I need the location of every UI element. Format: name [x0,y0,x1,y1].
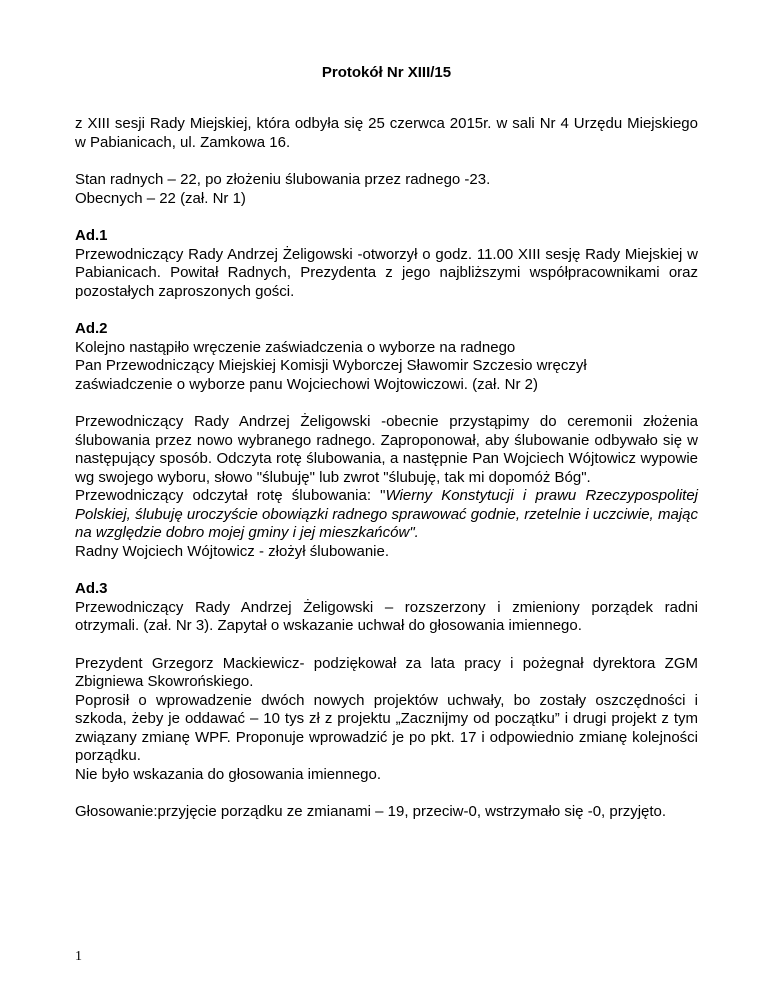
oath-procedure-text: Przewodniczący Rady Andrzej Żeligowski -obecnie przystąpimy do ceremonii złożenia ślubowania przez nowo wybranego radnego. Zaproponował, aby ślubowanie odbywało się w następujący sposób. Odczyta rotę ślubowania, a następnie Pan Wojciech Wójtowicz wypowie wg swojego wyboru, słowo "ślubuję" lub zwrot "ślubuję, tak mi dopomóż Bóg". [75,413,698,486]
ad2-line-2: Pan Przewodniczący Miejskiej Komisji Wyborczej Sławomir Szczesio wręczył [75,357,587,374]
stan-radnych-line: Stan radnych – 22, po złożeniu ślubowania przez radnego -23. [75,171,491,188]
obecnych-line: Obecnych – 22 (zał. Nr 1) [75,189,246,207]
oath-closing: Radny Wojciech Wójtowicz - złożył ślubowanie. [75,542,390,560]
intro-paragraph: z XIII sesji Rady Miejskiej, która odbyła się 25 czerwca 2015r. w sali Nr 4 Urzędu Miejskiego w Pabianicach, ul. Zamkowa 16. [75,115,698,151]
oath-paragraph [75,413,698,561]
document-title: Protokół Nr XIII/15 [321,64,452,81]
ad1-text: Przewodniczący Rady Andrzej Żeligowski -otworzył o godz. 11.00 XIII sesję Rady Miejskiej w Pabianicach. Powitał Radnych, Prezydenta z jego najbliższymi współpracownikami oraz pozostałych zaproszonych gości. [75,245,698,300]
ad3-section [75,580,698,636]
oath-text: Wierny Konstytucji i prawu Rzeczypospolitej Polskiej, ślubuję uroczyście obowiązki radnego sprawować godnie, rzetelnie i uczciwie, mając na względzie dobro mojej gminy i jej mieszkańców". [75,487,699,541]
ad3-heading: Ad.3 [75,580,108,597]
ad1-heading: Ad.1 [75,227,108,244]
ad2-section [75,320,698,394]
voting-result: Głosowanie:przyjęcie porządku ze zmianami – 19, przeciw-0, wstrzymało się -0, przyjęto. [75,803,667,820]
prezydent-request: Poprosił o wprowadzenie dwóch nowych projektów uchwały, bo zostały oszczędności i szkoda, żeby je oddawać – 10 tys zł z projektu „Zacznijmy od początku” i drugi projekt z tym związany zmianę WPF. Proponuje wprowadzić je po pkt. 17 i odpowiednio zmianę kolejności porządku. [75,691,698,764]
ad1-section [75,227,698,301]
no-named-vote-line: Nie było wskazania do głosowania imiennego. [75,765,382,783]
attendance-paragraph [75,171,698,208]
page-number: 1 [75,949,82,964]
prezydent-paragraph [75,655,698,785]
ad2-heading: Ad.2 [75,320,108,337]
oath-intro: Przewodniczący odczytał rotę ślubowania: " [75,487,386,504]
ad3-text: Przewodniczący Rady Andrzej Żeligowski – rozszerzony i zmieniony porządek radni otrzymali. (zał. Nr 3). Zapytał o wskazanie uchwał do głosowania imiennego. [75,598,698,634]
prezydent-thanks: Prezydent Grzegorz Mackiewicz- podziękował za lata pracy i pożegnał dyrektora ZGM Zbigniewa Skowrońskiego. [75,654,698,690]
ad2-line-1: Kolejno nastąpiło wręczenie zaświadczenia o wyborze na radnego [75,338,516,356]
ad2-line-3: zaświadczenie o wyborze panu Wojciechowi Wojtowiczowi. (zał. Nr 2) [75,375,538,393]
document-page [75,64,698,841]
